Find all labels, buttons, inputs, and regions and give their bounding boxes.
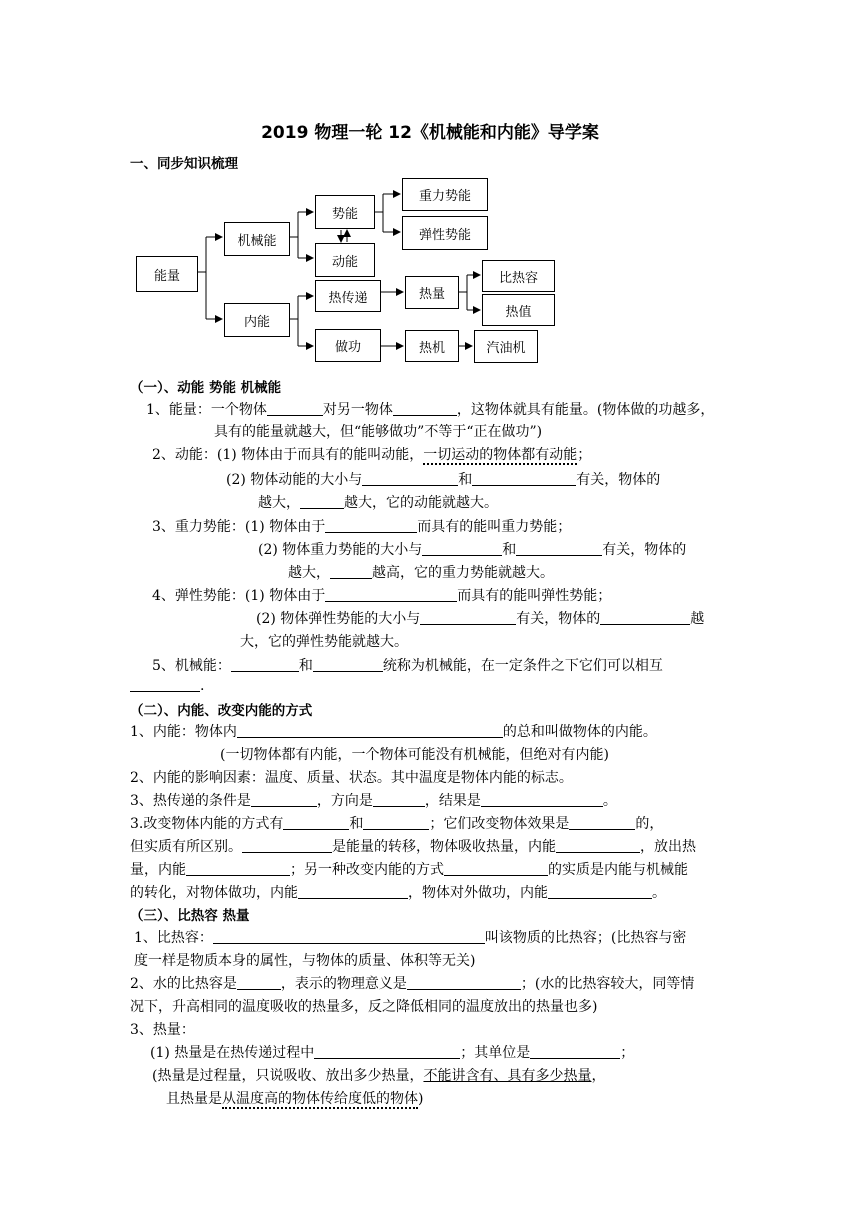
blank [314,1044,460,1059]
blank [325,587,457,602]
p1-line5 [258,539,686,559]
text: 统称为机械能，在一定条件之下它们可以相互 [382,658,663,674]
blank [516,541,602,556]
blank [393,401,457,416]
text: 1、内能：物体内 [130,724,237,740]
blank [481,792,603,807]
blank [556,838,640,853]
text: 和 [298,658,313,674]
p1-line7b: 大，它的弹性势能就越大。 [240,634,408,650]
text: (2) 物体动能的大小与 [226,472,363,488]
text: 3、重力势能：(1) 物体由于 [152,519,326,535]
blank [231,657,299,672]
text: (热量是过程量，只说吸收、放出多少热量， [152,1068,424,1084]
p1-line7 [256,608,704,628]
blank [298,884,408,899]
p2-line4 [130,813,663,833]
p3-line1b: 度一样是物质本身的属性，与物体的质量、体积等无关) [134,953,476,969]
section-heading-part1: （一）、动能 势能 机械能 [130,380,282,396]
text: 的， [635,816,664,832]
p3-line3: 3、热量： [130,1022,195,1038]
text: 叫该物质的比热容；(比热容与密 [484,930,687,946]
box-elastic-pe: 弹性势能 [402,216,488,250]
box-heat-transfer: 热传递 [315,280,381,312]
blank [130,677,200,692]
box-gasoline-engine: 汽油机 [474,330,538,363]
box-heat-engine: 热机 [405,330,459,362]
text: 和 [502,542,517,558]
box-energy: 能量 [136,256,198,292]
p1-line2 [152,444,591,464]
box-internal-energy: 内能 [224,303,290,337]
p2-line7 [130,882,666,902]
text: ，结果是 [424,793,481,809]
p1-line8 [152,655,663,675]
text: 对另一物体 [322,402,393,418]
section-heading-part3: （三）、比热容 热量 [130,908,250,924]
blank [300,494,344,509]
text: 有关，物体的 [516,611,601,627]
underlined-text: 不能讲含有、具有多少热量 [423,1068,592,1084]
blank [267,401,323,416]
p1-line6 [152,585,611,605]
section-heading-part2: （二）、内能、改变内能的方式 [130,703,313,719]
p3-line2 [130,973,694,993]
blank [444,861,548,876]
text: 1、比热容： [134,930,213,946]
page-title: 2019 物理一轮 12《机械能和内能》导学案 [261,123,599,143]
text: ； [577,447,592,463]
p2-line1b: (一切物体都有内能，一个物体可能没有机械能，但绝对有内能) [220,747,609,763]
emphasis-text: 一切运动的物体都有动能 [423,447,578,463]
text: ，表示的物理意义是 [280,976,407,992]
blank [325,518,417,533]
text: 2、动能：(1) 物体由于 [152,447,298,463]
text: 越大， [288,565,330,581]
text: 的总和叫做物体的内能。 [502,724,657,740]
text: (2) 物体弹性势能的大小与 [256,611,421,627]
text: ；其单位是 [460,1045,531,1061]
p3-line1 [134,927,686,947]
blank [237,723,503,738]
p1-line5b [288,562,554,582]
text: ；它们改变物体效果是 [429,816,570,832]
text: ，方向是 [316,793,373,809]
text: ；另一种改变内能的方式 [290,862,444,878]
p3-line2b: 况下，升高相同的温度吸收的热量多，反之降低相同的温度放出的热量也多) [130,999,598,1015]
text: 3.改变物体内能的方式有 [130,816,284,832]
text: ， [591,1068,606,1084]
text: . [200,678,205,694]
p2-line3 [130,790,617,810]
blank [548,884,652,899]
text: 且热量是 [166,1091,222,1107]
text: 有关，物体的 [602,542,687,558]
text: 而具有的能叫弹性势能； [457,588,612,604]
text: (2) 物体重力势能的大小与 [258,542,423,558]
blank [530,1044,620,1059]
p1-line3 [226,469,660,489]
box-doing-work: 做功 [315,329,381,362]
text: ； [620,1045,635,1061]
text: 1、能量：一个物体 [146,402,267,418]
text: 越 [690,611,705,627]
text: 有关，物体的 [576,472,661,488]
text: 5、机械能： [152,658,231,674]
box-kinetic-energy: 动能 [315,243,375,277]
blank [237,975,281,990]
blank [373,792,425,807]
box-specific-heat: 比热容 [482,260,555,292]
text: 但实质有所区别。 [130,839,242,855]
blank [600,610,690,625]
text: 和 [458,472,473,488]
text: 是能量的转移，物体吸收热量，内能 [332,839,556,855]
p3-line6 [166,1088,423,1108]
text: 量，内能 [130,862,186,878]
text: 。 [602,793,617,809]
blank [472,471,576,486]
blank [186,861,290,876]
p1-line1 [146,399,714,419]
box-heat-value: 热值 [482,294,555,326]
blank [422,541,502,556]
blank [420,610,516,625]
p1-line8b [130,677,204,694]
text: ，物体对外做功，内能 [408,885,548,901]
text: 2、水的比热容是 [130,976,237,992]
blank [407,975,521,990]
box-heat: 热量 [405,276,459,309]
blank [363,815,429,830]
text: (1) 热量是在热传递过程中 [150,1045,315,1061]
text: 越大，它的动能就越大。 [344,495,498,511]
blank [242,838,332,853]
blank [251,792,317,807]
blank [362,471,458,486]
box-mechanical-energy: 机械能 [224,222,290,256]
text: 越大， [258,495,300,511]
text: 和 [349,816,364,832]
p3-line4 [150,1042,634,1062]
text: ；(水的比热容较大，同等情 [520,976,695,992]
text: 的实质是内能与机械能 [548,862,688,878]
blank [213,929,485,944]
text: 3、热传递的条件是 [130,793,251,809]
p2-line5 [130,836,696,856]
text: 。 [652,885,666,901]
text: 而具有的能叫动能， [297,447,424,463]
p2-line2: 2、内能的影响因素：温度、质量、状态。其中温度是物体内能的标志。 [130,770,573,786]
p3-line5 [152,1065,605,1085]
text: 而具有的能叫重力势能； [417,519,572,535]
text: ，这物体就具有能量。(物体做的功越多， [456,402,715,418]
box-gravitational-pe: 重力势能 [402,178,488,211]
text: 4、弹性势能：(1) 物体由于 [152,588,326,604]
blank [330,564,372,579]
text: ) [418,1091,424,1107]
blank [313,657,383,672]
emphasis-text: 从温度高的物体传给度低的物体 [222,1091,418,1107]
p2-line1 [130,721,657,741]
section-heading-1: 一、同步知识梳理 [130,156,238,172]
p2-line6 [130,859,688,879]
text: 越高，它的重力势能就越大。 [372,565,554,581]
box-potential-energy: 势能 [315,195,375,229]
text: ，放出热 [640,839,696,855]
blank [569,815,635,830]
text: 的转化，对物体做功，内能 [130,885,298,901]
blank [283,815,349,830]
p1-line4 [152,516,571,536]
p1-line1b: 具有的能量就越大，但“能够做功”不等于“正在做功”) [214,424,543,440]
p1-line3b [258,492,498,512]
